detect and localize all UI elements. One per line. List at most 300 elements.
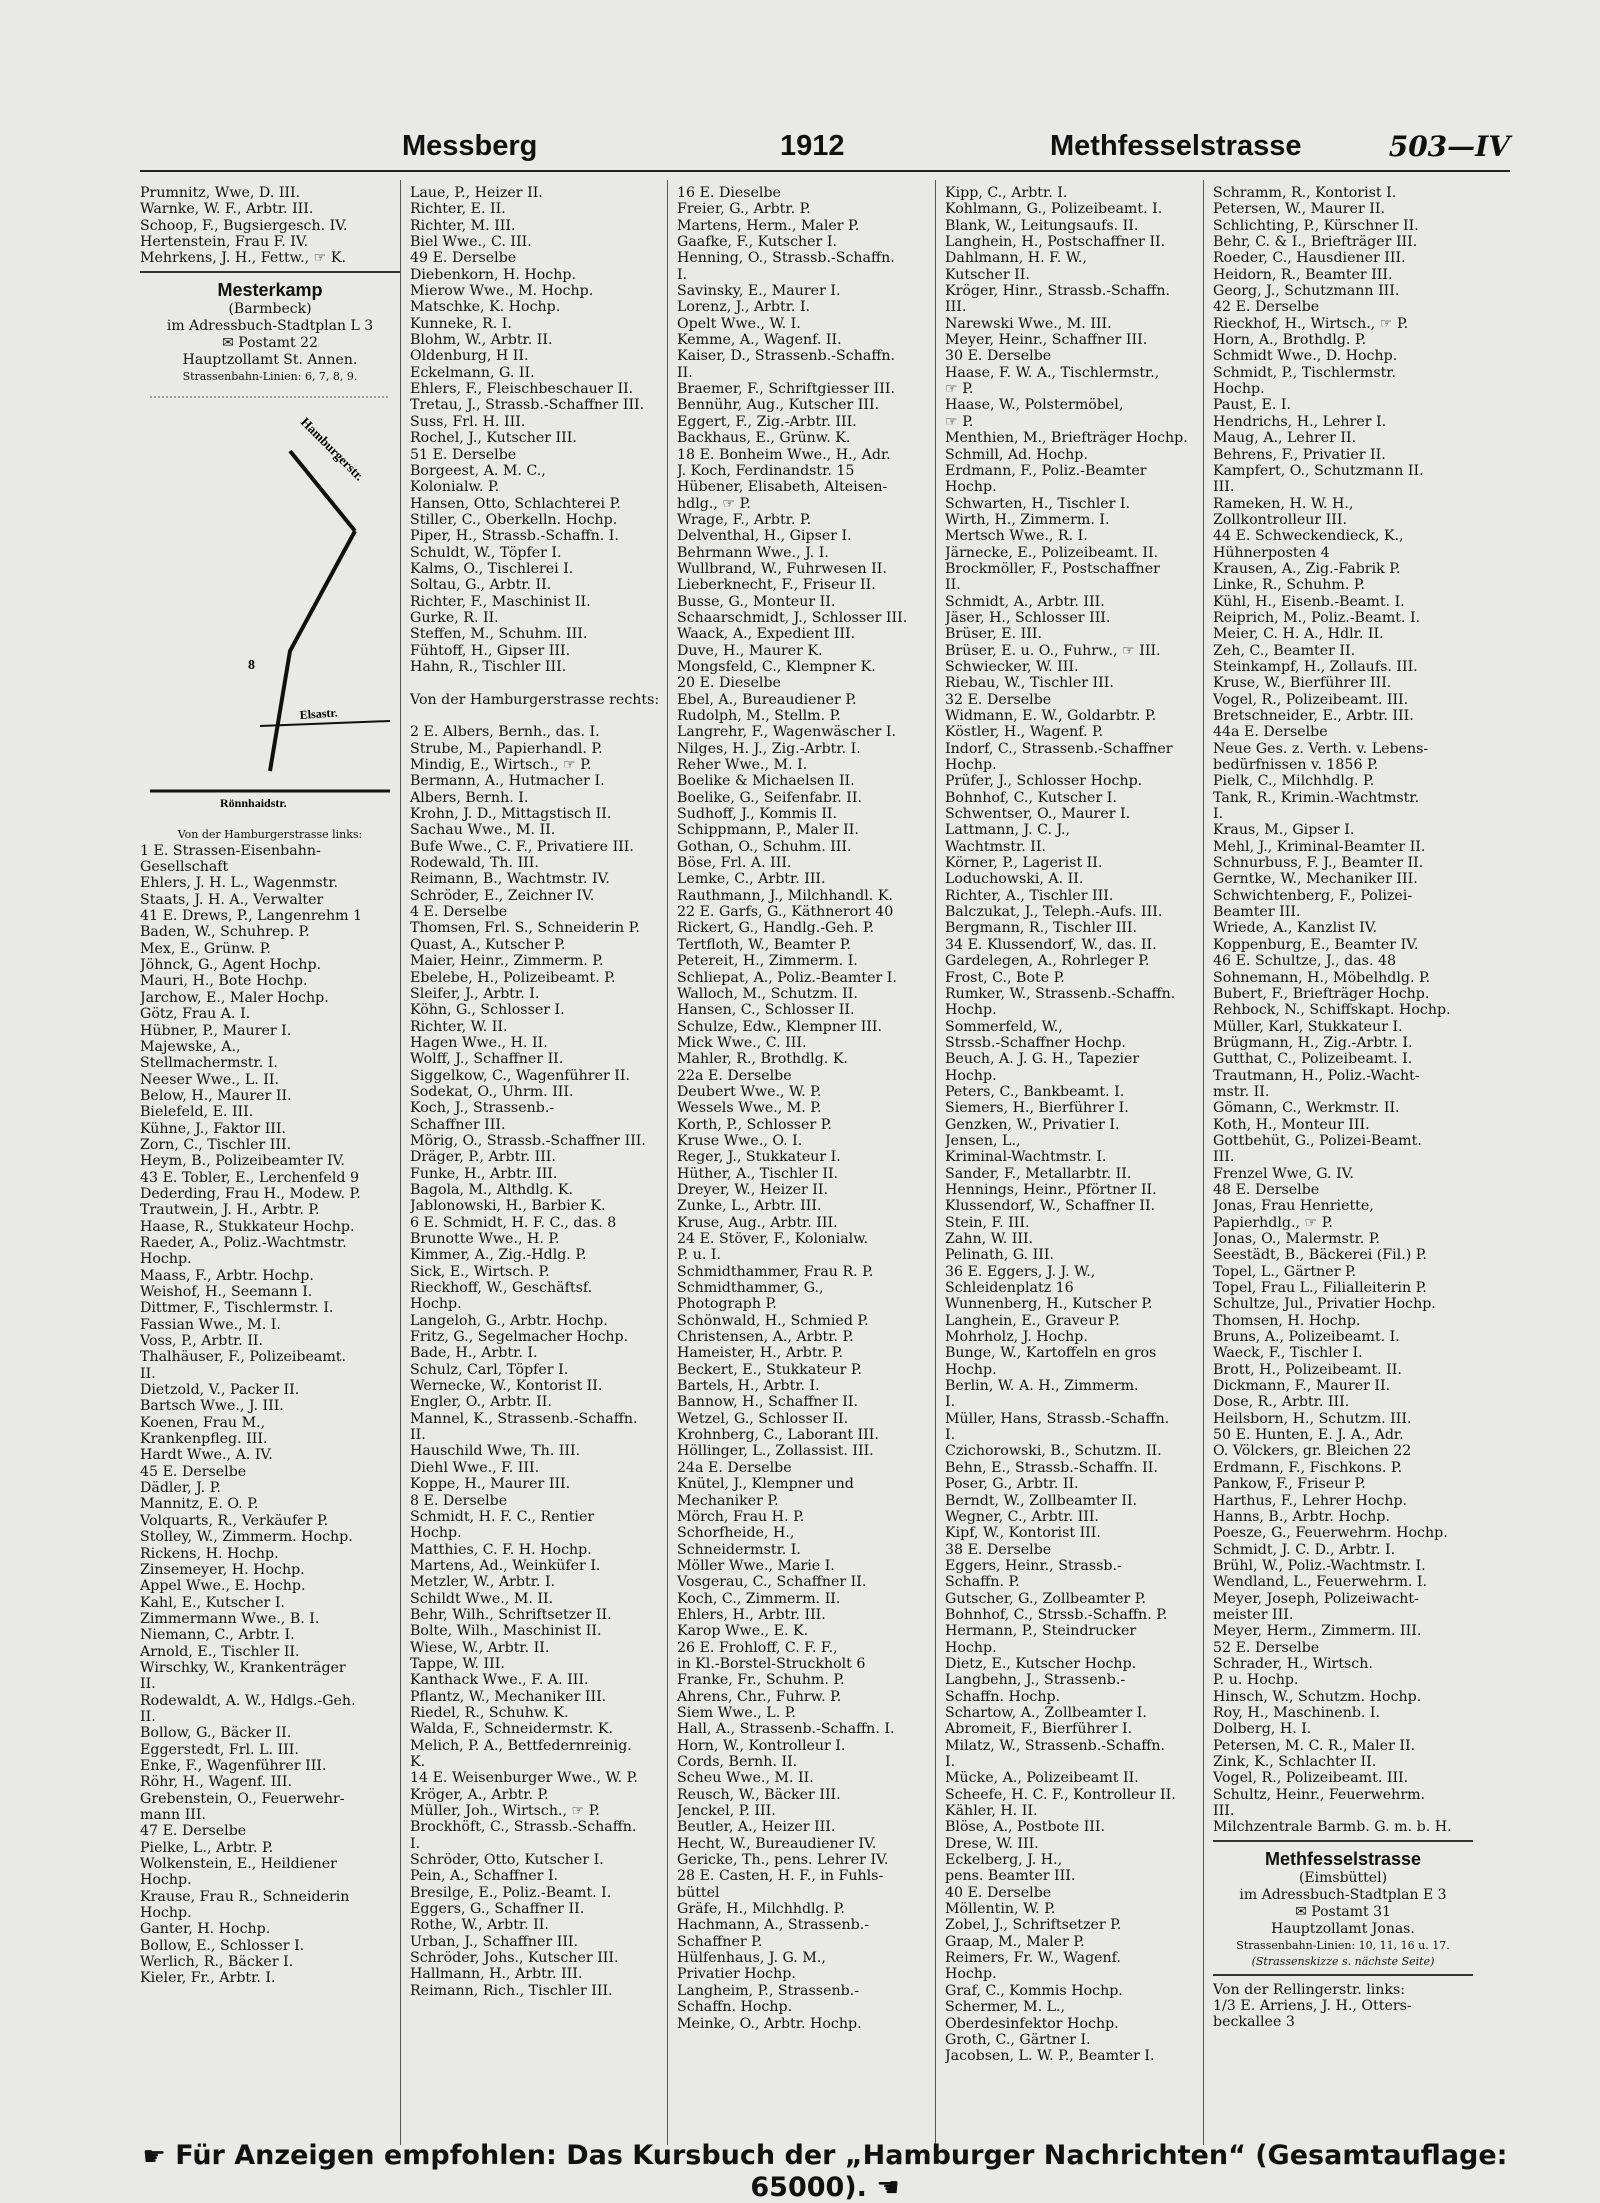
- directory-entry: Mehl, J., Kriminal-Beamter II.: [1213, 838, 1426, 855]
- directory-entry: Koenen, Frau M.,: [140, 1414, 266, 1431]
- directory-entry: Wegner, C., Arbtr. III.: [945, 1508, 1099, 1525]
- directory-entry: Hall, A., Strassenb.-Schaffn. I.: [677, 1721, 895, 1738]
- directory-entry: Neue Ges. z. Verth. v. Lebens-: [1213, 740, 1429, 757]
- directory-entry: Kaiser, D., Strassenb.-Schaffn.: [677, 348, 896, 365]
- directory-entry: Horn, A., Brothdlg. P.: [1213, 332, 1367, 349]
- directory-entry: J. Koch, Ferdinandstr. 15: [677, 462, 855, 479]
- directory-entry: Bennühr, Aug., Kutscher III.: [677, 397, 880, 414]
- directory-entry: Zobel, J., Schriftsetzer P.: [945, 1917, 1122, 1934]
- directory-entry: Topel, L., Gärtner P.: [1213, 1263, 1357, 1280]
- directory-entry: Blank, W., Leitungsaufs. II.: [945, 217, 1139, 234]
- directory-entry: Piper, H., Strassb.-Schaffn. I.: [410, 528, 619, 545]
- directory-entry: Martens, Ad., Weinküfer I.: [410, 1557, 601, 1574]
- directory-entry: Bretschneider, E., Arbtr. III.: [1213, 708, 1414, 724]
- directory-entry: Koch, J., Strassenb.-: [410, 1100, 555, 1117]
- directory-entry: Lemke, C., Arbtr. III.: [677, 871, 826, 888]
- column-3: [677, 185, 937, 2032]
- directory-entry: 20 E. Dieselbe: [677, 675, 781, 692]
- directory-entry: Nilges, H. J., Zig.-Arbtr. I.: [677, 740, 861, 757]
- directory-entry: Beamter III.: [1213, 904, 1301, 921]
- directory-entry: Hochp.: [945, 1067, 997, 1084]
- directory-entry: Möller Wwe., Marie I.: [677, 1557, 835, 1574]
- directory-entry: Reiprich, M., Poliz.-Beamt. I.: [1213, 609, 1421, 626]
- header-rule: [140, 170, 1510, 172]
- directory-entry: Dittmer, F., Tischlermstr. I.: [140, 1300, 334, 1317]
- directory-entry: Graf, C., Kommis Hochp.: [945, 1982, 1123, 1999]
- directory-entry: Scheefe, H. C. F., Kontrolleur II.: [945, 1786, 1176, 1803]
- directory-entry: Tank, R., Krimin.-Wachtmstr.: [1213, 789, 1420, 806]
- directory-entry: Wetzel, G., Schlosser II.: [677, 1410, 849, 1427]
- directory-entry: Hochp.: [945, 1002, 997, 1019]
- directory-entry: Kemme, A., Wagenf. II.: [677, 332, 842, 349]
- directory-entry: II.: [140, 1676, 156, 1693]
- directory-entry: Thalhäuser, F., Polizeibeamt.: [140, 1349, 347, 1366]
- directory-entry: Kunneke, R. I.: [410, 315, 512, 332]
- directory-entry: Blöse, A., Postbote III.: [945, 1819, 1106, 1836]
- directory-entry: Petersen, M. C. R., Maler II.: [1213, 1737, 1416, 1754]
- directory-entry: 4 E. Derselbe: [410, 904, 508, 921]
- directory-entry: Kühl, H., Eisenb.-Beamt. I.: [1213, 593, 1405, 610]
- header-year: 1912: [780, 130, 845, 162]
- directory-entry: Langhein, H., Postschaffner II.: [945, 234, 1166, 251]
- directory-entry: Mindig, E., Wirtsch., ☞ P.: [410, 757, 592, 774]
- column-1-top-list: [140, 185, 400, 267]
- directory-entry: Richter, W. II.: [410, 1018, 508, 1035]
- directory-entry: Dädler, J. P.: [140, 1480, 221, 1497]
- directory-entry: Schaffner P.: [677, 1933, 763, 1950]
- directory-entry: Hühnerposten 4: [1213, 544, 1330, 561]
- directory-entry: Kröger, A., Arbtr. P.: [410, 1786, 549, 1803]
- directory-entry: Matschke, K. Hochp.: [410, 299, 561, 316]
- directory-entry: Gräfe, H., Milchhdlg. P.: [677, 1901, 845, 1918]
- directory-entry: Freier, G., Arbtr. P.: [677, 201, 811, 218]
- directory-entry: Gutscher, G., Zollbeamter P.: [945, 1590, 1146, 1607]
- directory-entry: Mongsfeld, C., Klempner K.: [677, 658, 876, 675]
- directory-entry: Hameister, H., Arbtr. P.: [677, 1345, 843, 1362]
- directory-entry: 46 E. Schultze, J., das. 48: [1213, 953, 1397, 970]
- directory-entry: Fritz, G., Segelmacher Hochp.: [410, 1329, 629, 1346]
- directory-entry: Stolley, W., Zimmerm. Hochp.: [140, 1529, 353, 1546]
- directory-entry: Soltau, G., Arbtr. II.: [410, 577, 552, 594]
- directory-entry: Von der Hamburgerstrasse rechts:: [410, 691, 660, 708]
- directory-entry: Müller, Joh., Wirtsch., ☞ P.: [410, 1803, 600, 1820]
- directory-entry: Kanthack Wwe., F. A. III.: [410, 1672, 589, 1689]
- directory-entry: Mechaniker P.: [677, 1492, 779, 1509]
- directory-entry: Linke, R., Schuhm. P.: [1213, 577, 1366, 594]
- directory-entry: Jarchow, E., Maler Hochp.: [140, 989, 329, 1006]
- directory-entry: Mertsch Wwe., R. I.: [945, 528, 1088, 545]
- directory-entry: Wrage, F., Arbtr. P.: [677, 511, 812, 528]
- directory-entry: I.: [1213, 806, 1224, 823]
- directory-entry: Schuldt, W., Töpfer I.: [410, 544, 562, 561]
- directory-entry: Koth, H., Monteur III.: [1213, 1116, 1370, 1133]
- directory-entry: Schleidenplatz 16: [945, 1280, 1074, 1297]
- directory-entry: Hinsch, W., Schutzm. Hochp.: [1213, 1688, 1422, 1705]
- directory-entry: Kruse Wwe., O. I.: [677, 1132, 803, 1149]
- directory-entry: Schmidt Wwe., D. Hochp.: [1213, 348, 1398, 365]
- directory-entry: Behr, Wilh., Schriftsetzer II.: [410, 1606, 612, 1623]
- directory-entry: Funke, H., Arbtr. III.: [410, 1165, 558, 1182]
- directory-entry: Groth, C., Gärtner I.: [945, 2031, 1091, 2048]
- directory-entry: Abromeit, F., Bierführer I.: [945, 1721, 1133, 1738]
- tram-lines: Strassenbahn-Linien: 10, 11, 16 u. 17.: [1236, 1938, 1450, 1952]
- directory-entry: Boelike & Michaelsen II.: [677, 773, 855, 790]
- directory-entry: Below, H., Maurer II.: [140, 1087, 292, 1104]
- directory-entry: beckallee 3: [1213, 2014, 1295, 2031]
- directory-entry: Hüther, A., Tischler II.: [677, 1165, 839, 1182]
- district: (Barmbeck): [228, 300, 312, 317]
- directory-entry: Oldenburg, H II.: [410, 348, 529, 365]
- directory-entry: Schultze, Jul., Privatier Hochp.: [1213, 1296, 1436, 1313]
- section-rule: [1213, 1840, 1473, 1842]
- directory-entry: Hardt Wwe., A. IV.: [140, 1447, 273, 1464]
- directory-entry: Zunke, L., Arbtr. III.: [677, 1198, 822, 1215]
- directory-entry: Bollow, G., Bäcker II.: [140, 1725, 292, 1742]
- directory-entry: Wolkenstein, E., Heildiener: [140, 1856, 337, 1873]
- directory-entry: Roeder, C., Hausdiener III.: [1213, 250, 1406, 267]
- directory-entry: Thomsen, Frl. S., Schneiderin P.: [410, 920, 640, 937]
- directory-entry: Hagen Wwe., H. II.: [410, 1034, 548, 1051]
- directory-entry: Siemers, H., Bierführer I.: [945, 1100, 1129, 1117]
- directory-entry: Baden, W., Schuhrep. P.: [140, 924, 310, 941]
- directory-entry: 48 E. Derselbe: [1213, 1181, 1320, 1198]
- directory-entry: 6 E. Schmidt, H. F. C., das. 8: [410, 1214, 617, 1231]
- directory-entry: Vogel, R., Polizeibeamt. III.: [1213, 1770, 1409, 1787]
- directory-entry: Hallmann, H., Arbtr. III.: [410, 1966, 583, 1983]
- directory-entry: Poesze, G., Feuerwehrm. Hochp.: [1213, 1525, 1448, 1542]
- directory-entry: Milchzentrale Barmb. G. m. b. H.: [1213, 1819, 1452, 1836]
- directory-entry: Menthien, M., Briefträger Hochp.: [945, 430, 1188, 447]
- directory-entry: Dolberg, H. I.: [1213, 1721, 1312, 1738]
- directory-entry: Bollow, E., Schlosser I.: [140, 1937, 305, 1954]
- directory-entry: Volquarts, R., Verkäufer P.: [140, 1512, 329, 1529]
- directory-entry: Schwichtenberg, F., Polizei-: [1213, 887, 1413, 904]
- directory-entry: Schwarten, H., Tischler I.: [945, 495, 1131, 512]
- directory-entry: Jonas, O., Malermstr. P.: [1213, 1231, 1381, 1247]
- directory-entry: Langbehn, J., Strassenb.-: [945, 1672, 1126, 1689]
- directory-entry: Riedel, R., Schuhw. K.: [410, 1704, 569, 1721]
- directory-entry: Franke, Fr., Schuhm. P.: [677, 1672, 845, 1689]
- directory-entry: Trautmann, H., Poliz.-Wacht-: [1213, 1067, 1420, 1084]
- directory-entry: Kipp, C., Arbtr. I.: [945, 185, 1068, 201]
- directory-entry: Hennings, Heinr., Pförtner II.: [945, 1181, 1157, 1198]
- directory-entry: Hermann, P., Steindrucker: [945, 1623, 1137, 1640]
- directory-entry: Schmidt, H. F. C., Rentier: [410, 1508, 595, 1525]
- column-5: [1213, 185, 1473, 2031]
- directory-entry: Scheu Wwe., M. II.: [677, 1770, 814, 1787]
- directory-entry: Braemer, F., Schriftgiesser III.: [677, 381, 895, 398]
- directory-entry: Schmidt, A., Arbtr. III.: [945, 593, 1105, 610]
- page-header: [140, 130, 1510, 170]
- directory-entry: 26 E. Frohloff, C. F. F.,: [677, 1639, 838, 1656]
- directory-entry: Savinsky, E., Maurer I.: [677, 283, 841, 300]
- directory-entry: Eggers, G., Schaffner II.: [410, 1901, 585, 1918]
- directory-entry: Karop Wwe., E. K.: [677, 1623, 809, 1640]
- directory-entry: Behn, E., Strassb.-Schaffn. II.: [945, 1459, 1158, 1476]
- directory-entry: Reger, J., Stukkateur I.: [677, 1149, 841, 1166]
- directory-entry: Ehlers, J. H. L., Wagenmstr.: [140, 875, 339, 892]
- directory-entry: Blohm, W., Arbtr. II.: [410, 332, 553, 349]
- directory-entry: Hertenstein, Frau F. IV.: [140, 234, 309, 251]
- directory-entry: Christensen, A., Arbtr. P.: [677, 1329, 854, 1346]
- directory-entry: Peters, C., Bankbeamt. I.: [945, 1083, 1125, 1100]
- directory-entry: Dreyer, W., Heizer II.: [677, 1181, 829, 1198]
- directory-entry: Mörch, Frau H. P.: [677, 1508, 805, 1525]
- directory-entry: 30 E. Derselbe: [945, 348, 1052, 365]
- directory-entry: Schartow, A., Zollbeamter I.: [945, 1704, 1147, 1721]
- directory-entry: Eckelberg, J. H.,: [945, 1852, 1063, 1869]
- pointing-hand-icon: ☛: [142, 2141, 166, 2172]
- directory-entry: Richter, E. II.: [410, 201, 506, 218]
- directory-entry: Busse, G., Monteur II.: [677, 593, 836, 610]
- directory-entry: in Kl.-Borstel-Struckholt 6: [677, 1655, 866, 1672]
- directory-entry: Dahlmann, H. F. W.,: [945, 250, 1087, 267]
- directory-entry: Bolte, Wilh., Maschinist II.: [410, 1623, 602, 1640]
- directory-entry: Diebenkorn, H. Hochp.: [410, 266, 576, 283]
- directory-entry: Raeder, A., Poliz.-Wachtmstr.: [140, 1234, 347, 1251]
- directory-entry: Hansen, Otto, Schlachterei P.: [410, 495, 621, 512]
- directory-entry: Prumnitz, Wwe, D. III.: [140, 185, 301, 201]
- directory-entry: Köhn, G., Schlosser I.: [410, 1002, 565, 1019]
- directory-entry: Hübener, Elisabeth, Alteisen-: [677, 479, 888, 496]
- directory-entry: Hochp.: [945, 479, 997, 496]
- directory-entry: Hecht, W., Bureaudiener IV.: [677, 1835, 877, 1852]
- directory-entry: Krankenpfleg. III.: [140, 1431, 268, 1448]
- directory-entry: Gömann, C., Werkmstr. II.: [1213, 1100, 1400, 1117]
- directory-entry: Schippmann, P., Maler II.: [677, 822, 859, 839]
- directory-entry: Hochp.: [945, 1639, 997, 1656]
- directory-entry: Bunge, W., Kartoffeln en gros: [945, 1345, 1157, 1362]
- directory-entry: Lorenz, J., Arbtr. I.: [677, 299, 811, 316]
- directory-entry: Sodekat, O., Uhrm. III.: [410, 1083, 574, 1100]
- map-label-elsastr: Elsastr.: [299, 705, 339, 722]
- directory-entry: Bartsch Wwe., J. III.: [140, 1398, 284, 1415]
- directory-entry: Hachmann, A., Strassenb.-: [677, 1917, 870, 1934]
- directory-entry: Trautwein, J. H., Arbtr. P.: [140, 1202, 320, 1219]
- street-sketch-map: [140, 391, 400, 821]
- directory-entry: Haase, W., Polstermöbel,: [945, 397, 1124, 414]
- directory-entry: Poser, G., Arbtr. II.: [945, 1476, 1079, 1493]
- directory-entry: Haase, R., Stukkateur Hochp.: [140, 1218, 355, 1235]
- directory-entry: Schmidt, J. C. D., Arbtr. I.: [1213, 1541, 1396, 1558]
- directory-entry: Knütel, J., Klempner und: [677, 1476, 854, 1493]
- directory-entry: Prüfer, J., Schlosser Hochp.: [945, 773, 1143, 790]
- directory-entry: Hauschild Wwe, Th. III.: [410, 1443, 581, 1460]
- directory-entry: Meier, C. H. A., Hdlr. II.: [1213, 626, 1384, 643]
- column-1-bottom-list: [140, 843, 400, 1987]
- directory-entry: 47 E. Derselbe: [140, 1823, 247, 1840]
- directory-entry: Meyer, Joseph, Polizeiwacht-: [1213, 1590, 1419, 1607]
- column-divider: [400, 180, 401, 2145]
- section-rule: [1213, 1974, 1473, 1976]
- directory-entry: Gutthat, C., Polizeibeamt. I.: [1213, 1051, 1413, 1068]
- directory-entry: Hübner, P., Maurer I.: [140, 1022, 292, 1039]
- directory-entry: ☞ P.: [945, 381, 974, 398]
- directory-entry: Schwentser, O., Maurer I.: [945, 806, 1131, 823]
- directory-entry: Behr, C. & I., Briefträger III.: [1213, 234, 1418, 251]
- directory-entry: Schaffner III.: [410, 1116, 506, 1133]
- directory-entry: Brott, H., Polizeibeamt. II.: [1213, 1361, 1402, 1378]
- directory-entry: Harthus, F., Lehrer Hochp.: [1213, 1492, 1408, 1509]
- directory-entry: Frost, C., Bote P.: [945, 969, 1065, 986]
- directory-entry: Lattmann, J. C. J.,: [945, 822, 1071, 839]
- directory-entry: Ebel, A., Bureaudiener P.: [677, 691, 857, 708]
- column-5-top-list: [1213, 185, 1473, 1836]
- street-title-methfessel: Methfesselstrasse: [1264, 1848, 1422, 1869]
- directory-entry: Klussendorf, W., Schaffner II.: [945, 1198, 1156, 1215]
- directory-entry: 16 E. Dieselbe: [677, 185, 781, 201]
- directory-entry: Zollkontrolleur III.: [1213, 511, 1347, 528]
- directory-entry: Stellmachermstr. I.: [140, 1055, 278, 1072]
- directory-entry: Jonas, Frau Henriette,: [1213, 1198, 1374, 1215]
- directory-entry: Rehbock, N., Schiffskapt. Hochp.: [1213, 1002, 1451, 1019]
- directory-entry: Erdmann, F., Poliz.-Beamter: [945, 462, 1147, 479]
- directory-entry: Matthies, C. F. H. Hochp.: [410, 1541, 592, 1558]
- postamt: ✉ Postamt 22: [222, 334, 318, 351]
- directory-entry: Ahrens, Chr., Fuhrw. P.: [677, 1688, 842, 1705]
- directory-entry: Zimmermann Wwe., B. I.: [140, 1610, 320, 1627]
- directory-entry: Photograph P.: [677, 1296, 777, 1313]
- directory-entry: Gurke, R. II.: [410, 609, 499, 626]
- directory-entry: Pielk, C., Milchhdlg. P.: [1213, 773, 1375, 790]
- directory-entry: Bannow, H., Schaffner II.: [677, 1394, 858, 1411]
- directory-entry: Henning, O., Strassb.-Schaffn.: [677, 250, 895, 267]
- directory-entry: Kolonialw. P.: [410, 479, 500, 496]
- directory-entry: Horn, W., Kontrolleur I.: [677, 1737, 846, 1754]
- directory-entry: I.: [945, 1394, 956, 1411]
- directory-entry: 28 E. Casten, H. F., in Fuhls-: [677, 1868, 884, 1885]
- directory-entry: Sommerfeld, W.,: [945, 1018, 1063, 1035]
- directory-entry: Schaarschmidt, J., Schlosser III.: [677, 609, 908, 626]
- directory-entry: Beutler, A., Heizer III.: [677, 1819, 836, 1836]
- directory-entry: Gardelegen, A., Rohrleger P.: [945, 953, 1150, 970]
- directory-entry: Dietz, E., Kutscher Hochp.: [945, 1655, 1137, 1672]
- directory-entry: Riebau, W., Tischler III.: [945, 675, 1114, 692]
- pointing-hand-icon: ☚: [876, 2173, 900, 2203]
- directory-entry: 43 E. Tobler, E., Lerchenfeld 9: [140, 1169, 360, 1186]
- directory-entry: Mannel, K., Strassenb.-Schaffn.: [410, 1410, 638, 1427]
- directory-entry: Eckelmann, G. II.: [410, 364, 535, 381]
- directory-entry: Bufe Wwe., C. F., Privatiere III.: [410, 838, 634, 855]
- directory-entry: Narewski Wwe., M. III.: [945, 315, 1112, 332]
- directory-entry: Strssb.-Schaffner Hochp.: [945, 1034, 1126, 1051]
- directory-entry: Gottbehüt, G., Polizei-Beamt.: [1213, 1132, 1422, 1149]
- directory-entry: Schultz, Heinr., Feuerwehrm.: [1213, 1786, 1426, 1803]
- directory-entry: Diehl Wwe., F. III.: [410, 1459, 540, 1476]
- directory-entry: Hochp.: [1213, 381, 1265, 398]
- directory-entry: Mannitz, E. O. P.: [140, 1496, 259, 1513]
- directory-entry: Böse, Frl. A. III.: [677, 855, 792, 872]
- directory-entry: III.: [1213, 1149, 1235, 1166]
- directory-entry: Haase, F. W. A., Tischlermstr.,: [945, 364, 1160, 381]
- directory-entry: Petereit, H., Zimmerm. I.: [677, 953, 858, 970]
- directory-entry: Schmidthammer, G.,: [677, 1280, 824, 1297]
- directory-entry: Zinsemeyer, H. Hochp.: [140, 1561, 305, 1578]
- directory-entry: Vogel, R., Polizeibeamt. III.: [1213, 691, 1409, 708]
- directory-entry: Rieckhoff, W., Geschäftsf.: [410, 1280, 593, 1297]
- directory-entry: II.: [140, 1365, 156, 1382]
- directory-entry: 1 E. Strassen-Eisenbahn-: [140, 842, 321, 859]
- directory-entry: 42 E. Derselbe: [1213, 299, 1320, 316]
- directory-entry: Siem Wwe., L. P.: [677, 1704, 796, 1721]
- directory-entry: Ebelebe, H., Polizeibeamt. P.: [410, 969, 616, 986]
- directory-entry: Brügmann, H., Zig.-Arbtr. I.: [1213, 1034, 1413, 1051]
- directory-entry: Hendrichs, H., Lehrer I.: [1213, 413, 1387, 430]
- directory-entry: pens. Beamter III.: [945, 1868, 1076, 1885]
- directory-entry: 38 E. Derselbe: [945, 1541, 1052, 1558]
- directory-entry: Schliepat, A., Poliz.-Beamter I.: [677, 969, 897, 986]
- directory-entry: Schulz, Carl, Töpfer I.: [410, 1361, 569, 1378]
- directory-entry: Appel Wwe., E. Hochp.: [140, 1578, 306, 1595]
- directory-entry: Rudolph, M., Stellm. P.: [677, 708, 841, 724]
- directory-entry: Wendland, L., Feuerwehrm. I.: [1213, 1574, 1428, 1591]
- directory-entry: III.: [1213, 1803, 1235, 1820]
- svg-text:8: 8: [248, 657, 255, 673]
- page-number: 503—IV: [1388, 130, 1510, 163]
- directory-entry: Maass, F., Arbtr. Hochp.: [140, 1267, 314, 1284]
- directory-entry: Sleifer, J., Arbtr. I.: [410, 985, 540, 1002]
- map-label-hamburgerstr: Hamburgerstr.: [297, 413, 368, 484]
- map-reference: im Adressbuch-Stadtplan L 3: [166, 317, 374, 334]
- directory-entry: Enke, F., Wagenführer III.: [140, 1757, 327, 1774]
- directory-entry: Topel, Frau L., Filialleiterin P.: [1213, 1280, 1427, 1297]
- directory-entry: Richter, M. III.: [410, 217, 516, 234]
- directory-entry: Schaffn. Hochp.: [677, 1999, 793, 2016]
- directory-entry: Petersen, W., Maurer II.: [1213, 201, 1385, 218]
- directory-entry: Hochp.: [140, 1905, 192, 1922]
- directory-entry: Balczukat, J., Teleph.-Aufs. III.: [945, 904, 1163, 921]
- header-left-street: Messberg: [402, 130, 538, 162]
- directory-entry: Gericke, Th., pens. Lehrer IV.: [677, 1852, 889, 1869]
- directory-entry: Kampfert, O., Schutzmann II.: [1213, 462, 1424, 479]
- directory-entry: Schröder, Johs., Kutscher III.: [410, 1950, 619, 1967]
- directory-entry: Mörig, O., Strassb.-Schaffner III.: [410, 1132, 646, 1149]
- directory-entry: Berndt, W., Zollbeamter II.: [945, 1492, 1138, 1509]
- directory-entry: Hahn, R., Tischler III.: [410, 658, 567, 675]
- directory-entry: Beckert, E., Stukkateur P.: [677, 1361, 863, 1378]
- directory-entry: Seestädt, B., Bäckerei (Fil.) P.: [1213, 1247, 1427, 1264]
- tram-lines: Strassenbahn-Linien: 6, 7, 8, 9.: [182, 369, 358, 383]
- directory-entry: Kühne, J., Faktor III.: [140, 1120, 287, 1137]
- directory-entry: hdlg., ☞ P.: [677, 495, 751, 512]
- directory-entry: Biel Wwe., C. III.: [410, 234, 532, 251]
- directory-entry: Koppenburg, E., Beamter IV.: [1213, 936, 1419, 953]
- directory-entry: Koppe, H., Maurer III.: [410, 1476, 571, 1493]
- directory-entry: Eggert, F., Zig.-Arbtr. III.: [677, 413, 857, 430]
- directory-entry: Rameken, H. W. H.,: [1213, 495, 1354, 512]
- directory-entry: Ehlers, F., Fleischbeschauer II.: [410, 381, 634, 398]
- directory-entry: Loduchowski, A. II.: [945, 871, 1084, 888]
- directory-entry: Schermer, M. L.,: [945, 1999, 1066, 2016]
- directory-entry: Reimann, Rich., Tischler III.: [410, 1982, 613, 1999]
- directory-entry: Müller, Hans, Strassb.-Schaffn.: [945, 1410, 1170, 1427]
- directory-entry: Bohnhof, C., Strssb.-Schaffn. P.: [945, 1606, 1168, 1623]
- directory-entry: Milatz, W., Strassenb.-Schaffn.: [945, 1737, 1166, 1754]
- directory-entry: Körner, P., Lagerist II.: [945, 855, 1103, 872]
- sketch-note: (Strassenskizze s. nächste Seite): [1251, 1954, 1435, 1968]
- directory-entry: Schaffn. Hochp.: [945, 1688, 1061, 1705]
- directory-entry: Hanns, B., Arbtr. Hochp.: [1213, 1508, 1391, 1525]
- directory-entry: 22a E. Derselbe: [677, 1067, 792, 1084]
- directory-entry: Heidorn, R., Beamter III.: [1213, 266, 1393, 283]
- directory-entry: Reusch, W., Bäcker III.: [677, 1786, 841, 1803]
- directory-entry: Schmill, Ad. Hochp.: [945, 446, 1088, 463]
- directory-entry: 41 E. Drews, P., Langenrehm 1: [140, 908, 363, 925]
- district: (Eimsbüttel): [1298, 1869, 1388, 1886]
- directory-entry: Bartels, H., Arbtr. I.: [677, 1378, 820, 1395]
- directory-entry: Metzler, W., Arbtr. I.: [410, 1574, 556, 1591]
- directory-entry: 50 E. Hunten, E. J. A., Adr.: [1213, 1427, 1404, 1444]
